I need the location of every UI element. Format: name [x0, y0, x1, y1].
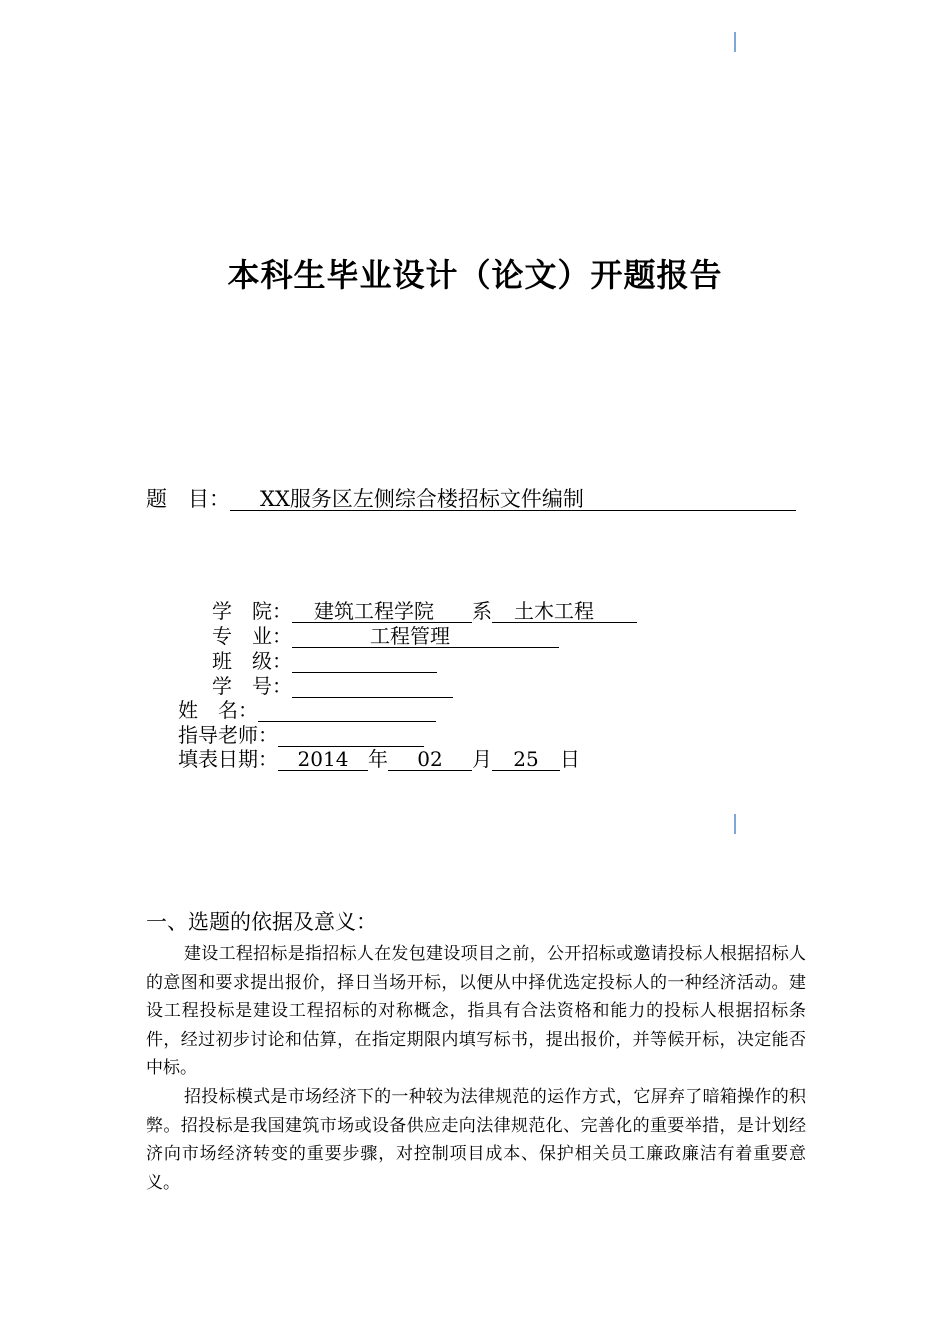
- major-value: 工程管理: [370, 624, 450, 648]
- advisor-field: [278, 724, 424, 747]
- day-field: [492, 748, 560, 771]
- page-corner-marker: [734, 32, 736, 52]
- dept-label: 系: [472, 599, 492, 623]
- section-paragraph: 建设工程招标是指招标人在发包建设项目之前，公开招标或邀请投标人根据招标人的意图和要求提出报价，择日当场开标，以便从中择优选定投标人的一种经济活动。建设工程投标是建设工程招标的对称概念，指具有合法资格和能力的投标人根据招标条件，经过初步讨论和估算，在指定期限内填写标书，提出报价，并等候开标，决定能否中标。: [146, 944, 806, 1079]
- college-value: 建筑工程学院: [314, 599, 434, 623]
- date-row: [178, 746, 580, 772]
- student-id-row: [212, 673, 453, 699]
- name-label: 姓 名：: [178, 698, 258, 722]
- class-row: [212, 648, 437, 674]
- name-row: [178, 697, 436, 723]
- college-row: [212, 598, 637, 624]
- college-label: 学 院：: [212, 599, 292, 623]
- month-value: 02: [417, 747, 443, 771]
- month-field: [388, 748, 472, 771]
- section-paragraph: 招投标模式是市场经济下的一种较为法律规范的运作方式，它屏弃了暗箱操作的积弊。招投标是我国建筑市场或设备供应走向法律规范化、完善化的重要举措，是计划经济向市场经济转变的重要步骤，对控制项目成本、保护相关员工廉政廉洁有着重要意义。: [146, 1087, 806, 1193]
- topic-row: [146, 486, 796, 512]
- topic-value-field: [230, 488, 796, 511]
- class-field: [292, 650, 437, 673]
- class-label: 班 级：: [212, 649, 292, 673]
- major-field: [292, 625, 559, 648]
- dept-field: [492, 600, 637, 623]
- major-label: 专 业：: [212, 624, 292, 648]
- name-field: [258, 699, 436, 722]
- advisor-label: 指导老师：: [178, 723, 278, 747]
- date-label: 填表日期：: [178, 747, 278, 771]
- day-value: 25: [513, 747, 539, 771]
- topic-value: XX服务区左侧综合楼招标文件编制: [260, 487, 584, 511]
- year-value: 2014: [297, 747, 349, 771]
- dept-value: 土木工程: [514, 599, 594, 623]
- day-unit: 日: [560, 747, 580, 771]
- month-unit: 月: [472, 747, 492, 771]
- topic-label: 题 目：: [146, 487, 230, 511]
- page-break-marker: [734, 814, 736, 834]
- college-field: [292, 600, 472, 623]
- student-id-label: 学 号：: [212, 674, 292, 698]
- section-heading: 一、选题的依据及意义：: [146, 910, 377, 934]
- year-unit: 年: [368, 747, 388, 771]
- advisor-row: [178, 722, 424, 748]
- year-field: [278, 748, 368, 771]
- major-row: [212, 623, 559, 649]
- document-title: 本科生毕业设计（论文）开题报告: [227, 256, 723, 294]
- student-id-field: [292, 675, 453, 698]
